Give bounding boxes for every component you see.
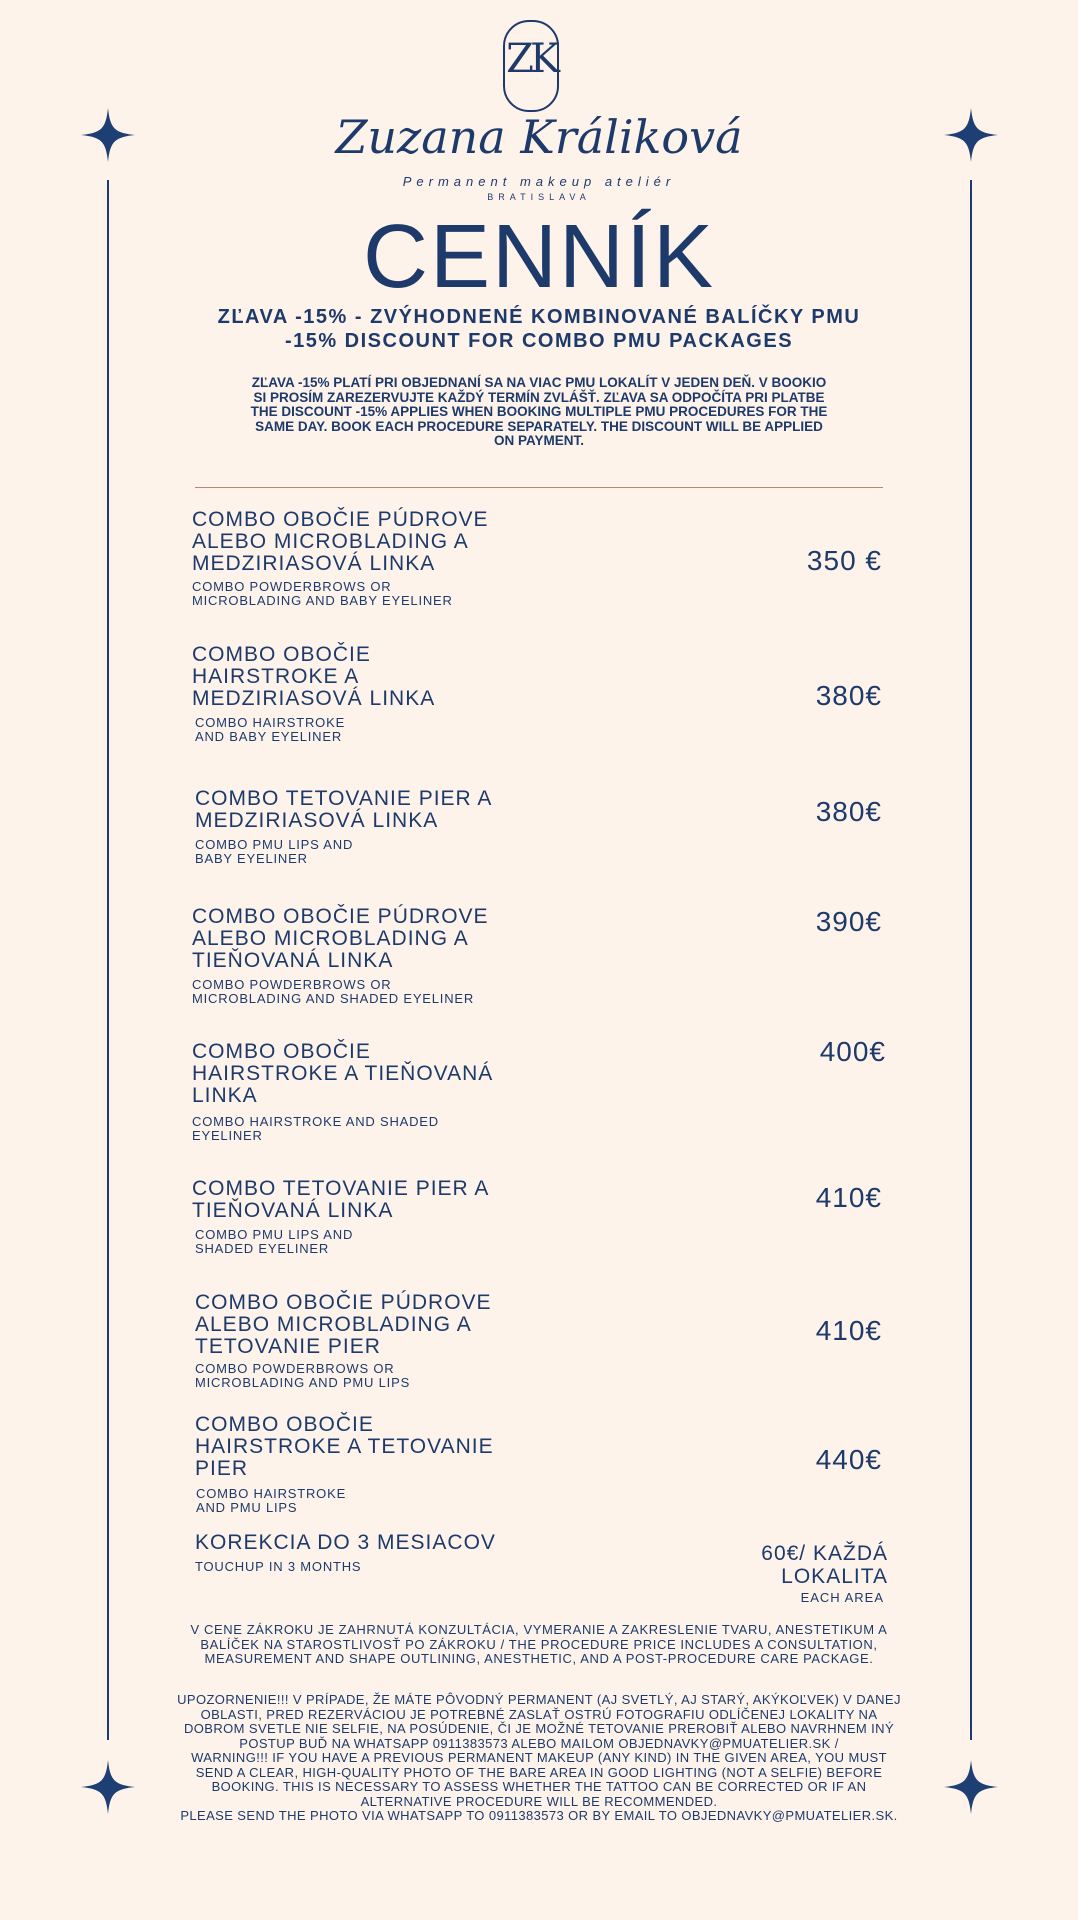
item-sub-line: AND BABY EYELINER	[195, 729, 343, 744]
item-title-line: COMBO OBOČIE PÚDROVE	[192, 508, 489, 531]
item-subtitle	[192, 580, 512, 608]
item-sub-line: TOUCHUP IN 3 MONTHS	[195, 1559, 362, 1574]
brand-city: BRATISLAVA	[487, 192, 591, 202]
warning-line: UPOZORNENIE!!! V PRÍPADE, ŽE MÁTE PÔVODNÝ PERMANENT (AJ SVETLÝ, AJ STARÝ, AKÝKOĽVEK) V DANEJ	[177, 1692, 901, 1707]
touchup-price-line: 60€/ KAŽDÁ	[761, 1542, 888, 1565]
brand-name: Zuzana Králiková	[335, 110, 743, 164]
item-price: 390€	[815, 906, 882, 937]
warning-line: ALTERNATIVE PROCEDURE WILL BE RECOMMENDED.	[360, 1793, 718, 1809]
touchup-price	[630, 1542, 888, 1588]
item-subtitle	[195, 838, 515, 866]
item-title-line: PIER	[195, 1457, 249, 1480]
item-sub-line: BABY EYELINER	[195, 851, 308, 866]
item-sub-line: EYELINER	[192, 1128, 263, 1143]
warning-line: DOBROM SVETLE NIE SELFIE, NA POSÚDENIE, ČI JE MOŽNÉ TETOVANIE PREROBIŤ ALEBO NAVRHNEM INÝ	[183, 1721, 895, 1736]
item-title-line: MEDZIRIASOVÁ LINKA	[192, 687, 436, 710]
item-subtitle	[195, 716, 515, 744]
item-subtitle	[195, 1228, 515, 1256]
item-title-line: KOREKCIA DO 3 MESIACOV	[195, 1531, 496, 1554]
item-subtitle	[195, 1560, 515, 1574]
warning-line: WARNING!!! IF YOU HAVE A PREVIOUS PERMANENT MAKEUP (ANY KIND) IN THE GIVEN AREA, YOU MUST	[191, 1750, 887, 1765]
item-sub-line: MICROBLADING AND SHADED EYELINER	[192, 991, 475, 1006]
item-title-line: HAIRSTROKE A TIEŇOVANÁ	[192, 1062, 494, 1085]
item-title-line: COMBO OBOČIE	[195, 1413, 374, 1436]
item-title	[195, 1532, 535, 1554]
warning-line: OBLASTI, PRED REZERVÁCIOU JE POTREBNÉ ZASLAŤ OSTRÚ FOTOGRAFIU ODLÍČENEJ LOKALITY NA	[200, 1706, 878, 1722]
item-title	[192, 1041, 532, 1107]
warning-note	[130, 1693, 948, 1824]
item-title	[195, 1414, 535, 1480]
item-title	[195, 1292, 535, 1358]
item-title-line: MEDZIRIASOVÁ LINKA	[195, 809, 439, 832]
item-title-line: COMBO TETOVANIE PIER A	[192, 1177, 490, 1200]
item-title	[195, 788, 535, 832]
item-sub-line: COMBO HAIRSTROKE	[195, 715, 346, 730]
item-title-line: TETOVANIE PIER	[195, 1335, 381, 1358]
item-sub-line: COMBO HAIRSTROKE AND SHADED	[192, 1114, 439, 1129]
left-border-line	[107, 180, 109, 1740]
item-title-line: COMBO TETOVANIE PIER A	[195, 787, 493, 810]
item-title	[192, 644, 532, 710]
item-price: 380€	[815, 796, 882, 827]
item-subtitle	[195, 1362, 515, 1390]
four-point-star-icon	[81, 1760, 135, 1814]
notice-line: THE DISCOUNT -15% APPLIES WHEN BOOKING MULTIPLE PMU PROCEDURES FOR THE	[250, 404, 828, 419]
item-price: 400€	[819, 1036, 886, 1067]
notice-line: SAME DAY. BOOK EACH PROCEDURE SEPARATELY. THE DISCOUNT WILL BE APPLIED	[255, 418, 823, 434]
discount-headline-en: -15% DISCOUNT FOR COMBO PMU PACKAGES	[284, 330, 794, 352]
item-sub-line: MICROBLADING AND PMU LIPS	[195, 1375, 411, 1390]
note-line: MEASUREMENT AND SHAPE OUTLINING, ANESTHETIC, AND A POST-PROCEDURE CARE PACKAGE.	[204, 1651, 874, 1666]
page-title: CENNÍK	[362, 207, 716, 307]
price-includes-note	[140, 1623, 938, 1667]
item-sub-line: COMBO POWDERBROWS OR	[192, 977, 392, 992]
item-title-line: ALEBO MICROBLADING A	[195, 1313, 472, 1336]
notice-line: ZĽAVA -15% PLATÍ PRI OBJEDNANÍ SA NA VIAC PMU LOKALÍT V JEDEN DEŇ. V BOOKIO	[251, 375, 827, 390]
item-price: 350 €	[806, 545, 882, 576]
item-price: 380€	[815, 680, 882, 711]
item-sub-line: COMBO PMU LIPS AND	[195, 837, 354, 852]
item-title-line: MEDZIRIASOVÁ LINKA	[192, 552, 436, 575]
discount-headline-sk: ZĽAVA -15% - ZVÝHODNENÉ KOMBINOVANÉ BALÍČKY PMU	[217, 306, 861, 328]
touchup-price-line: LOKALITA	[781, 1565, 888, 1588]
notice-line: ON PAYMENT.	[493, 433, 585, 448]
item-title-line: COMBO OBOČIE PÚDROVE	[192, 905, 489, 928]
item-subtitle	[192, 978, 512, 1006]
item-sub-line: COMBO HAIRSTROKE	[196, 1486, 347, 1501]
note-line: V CENE ZÁKROKU JE ZAHRNUTÁ KONZULTÁCIA, VYMERANIE A ZAKRESLENIE TVARU, ANESTETIKUM A	[190, 1622, 888, 1637]
item-sub-line: AND PMU LIPS	[196, 1500, 298, 1515]
brand-tagline: Permanent makeup ateliér	[402, 174, 676, 189]
item-sub-line: MICROBLADING AND BABY EYELINER	[192, 593, 453, 608]
item-title-line: TIEŇOVANÁ LINKA	[192, 949, 394, 972]
item-title-line: HAIRSTROKE A	[192, 665, 360, 688]
item-sub-line: COMBO PMU LIPS AND	[195, 1227, 354, 1242]
item-title-line: COMBO OBOČIE	[192, 643, 371, 666]
item-price: 410€	[815, 1182, 882, 1213]
item-price: 440€	[815, 1444, 882, 1475]
notice-line: SI PROSÍM ZAREZERVUJTE KAŽDÝ TERMÍN ZVLÁŠŤ. ZĽAVA SA ODPOČÍTA PRI PLATBE	[253, 389, 825, 405]
item-title-line: ALEBO MICROBLADING A	[192, 927, 469, 950]
logo-monogram	[503, 20, 559, 112]
item-title-line: HAIRSTROKE A TETOVANIE	[195, 1435, 494, 1458]
item-title-line: ALEBO MICROBLADING A	[192, 530, 469, 553]
warning-line: POSTUP BUĎ NA WHATSAPP 0911383573 ALEBO MAILOM OBJEDNAVKY@PMUATELIER.SK /	[239, 1735, 839, 1751]
discount-notice	[180, 376, 898, 449]
item-title-line: LINKA	[192, 1084, 258, 1107]
warning-line: SEND A CLEAR, HIGH-QUALITY PHOTO OF THE BARE AREA IN GOOD LIGHTING (NOT A SELFIE) BEFORE	[195, 1764, 883, 1780]
warning-line: PLEASE SEND THE PHOTO VIA WHATSAPP TO 0911383573 OR BY EMAIL TO OBJEDNAVKY@PMUATELIER.SK.	[180, 1808, 898, 1823]
item-subtitle	[196, 1487, 516, 1515]
note-line: BALÍČEK NA STAROSTLIVOSŤ PO ZÁKROKU / THE PROCEDURE PRICE INCLUDES A CONSULTATION,	[200, 1636, 878, 1652]
item-sub-line: COMBO POWDERBROWS OR	[192, 579, 392, 594]
item-title	[192, 1178, 532, 1222]
item-title	[192, 906, 532, 972]
four-point-star-icon	[944, 1760, 998, 1814]
item-price: 410€	[815, 1315, 882, 1346]
item-title-line: TIEŇOVANÁ LINKA	[192, 1199, 394, 1222]
item-title-line: COMBO OBOČIE	[192, 1040, 371, 1063]
divider	[195, 487, 883, 488]
item-title-line: COMBO OBOČIE PÚDROVE	[195, 1291, 492, 1314]
touchup-price-sub: EACH AREA	[800, 1590, 884, 1605]
item-sub-line: SHADED EYELINER	[195, 1241, 330, 1256]
right-border-line	[970, 180, 972, 1740]
item-subtitle	[192, 1115, 512, 1143]
item-sub-line: COMBO POWDERBROWS OR	[195, 1361, 395, 1376]
item-title	[192, 509, 532, 575]
logo-monogram-letters: ZK	[506, 36, 556, 82]
warning-line: BOOKING. THIS IS NECESSARY TO ASSESS WHETHER THE TATTOO CAN BE CORRECTED OR IF AN	[211, 1779, 867, 1794]
